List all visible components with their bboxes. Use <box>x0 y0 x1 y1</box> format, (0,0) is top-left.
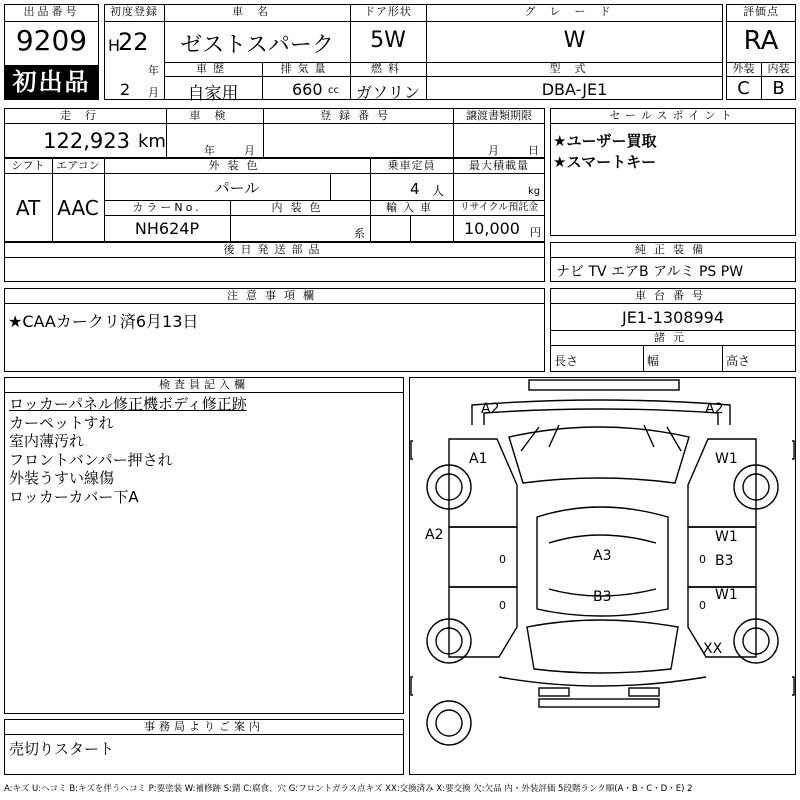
model-code: DBA-JE1 <box>541 80 608 99</box>
chassis-number: JE1-1308994 <box>621 308 725 327</box>
lot-number-header: 出品番号 <box>23 5 80 18</box>
recycle-unit: 円 <box>530 226 541 239</box>
door-type: 5W <box>370 28 406 53</box>
displacement-unit: cc <box>328 85 339 96</box>
vehicle-history: 自家用 <box>187 84 239 104</box>
mark-roof: A3 <box>593 548 612 564</box>
car-diagram <box>409 377 796 775</box>
spec-height-label: 高さ <box>726 354 751 368</box>
color-number: NH624P <box>134 219 200 238</box>
ac-header: エアコン <box>56 159 100 172</box>
grade-header: グレード <box>524 5 625 18</box>
recycle-header: リサイクル預託金 <box>459 202 539 213</box>
inspection-header: 車検 <box>189 109 240 122</box>
notes-header: 注意事項欄 <box>227 289 322 302</box>
spec-width-label: 幅 <box>647 354 660 368</box>
int-color-unit: 系 <box>354 227 365 240</box>
import-header: 輸入車 <box>386 201 437 214</box>
door-header: ドア形状 <box>364 5 412 18</box>
era: H <box>108 36 121 55</box>
inspector-note: フロントバンパー押され <box>9 450 173 469</box>
inspector-note: 外装うすい線傷 <box>9 469 115 487</box>
first-listing-badge: 初出品 <box>5 65 98 99</box>
recycle-fee: 10,000 <box>464 219 520 238</box>
genuine-equipment-header: 純正装備 <box>635 243 711 256</box>
inspector-header: 検査員記入欄 <box>159 378 249 391</box>
office-header: 事務局よりご案内 <box>144 720 264 733</box>
displacement-header: 排気量 <box>280 62 332 75</box>
office-message: 売切りスタート <box>9 740 115 758</box>
color-no-header: カラーNo. <box>132 201 202 214</box>
exterior-color: パール <box>214 179 260 197</box>
sales-point-2: ★スマートキー <box>553 153 657 171</box>
overall-score: RA <box>743 26 779 56</box>
inspector-note: ロッカーカバー下A <box>9 487 139 506</box>
ext-color-header: 外装色 <box>208 159 266 172</box>
mark-zero: 0 <box>699 553 706 566</box>
max-load-unit: kg <box>528 186 541 197</box>
grade: W <box>563 28 586 53</box>
mileage: 122,923 <box>43 129 130 153</box>
air-conditioner: AAC <box>57 196 99 220</box>
fuel-header: 燃料 <box>371 62 405 75</box>
mark-front-left: A2 <box>481 401 500 417</box>
sales-point-header: セールスポイント <box>609 109 737 122</box>
month: 2 <box>120 80 131 99</box>
exterior-score: C <box>737 78 750 99</box>
mileage-header: 走行 <box>60 109 110 122</box>
max-load-header: 最大積載量 <box>469 159 529 172</box>
genuine-equipment: ナビ TV エアB アルミ PS PW <box>556 264 744 280</box>
mark-rear-roof: B3 <box>593 589 612 605</box>
int-color-header: 内装色 <box>271 201 329 214</box>
interior-score: B <box>772 78 785 99</box>
inspector-note: 室内薄汚れ <box>9 432 85 450</box>
mark-front-fender-left: A1 <box>469 451 488 467</box>
mark-zero: 0 <box>699 599 706 612</box>
transfer-doc-header: 譲渡書類期限 <box>466 109 532 122</box>
shift-header: シフト <box>11 159 45 172</box>
sales-point-1: ★ユーザー買取 <box>553 132 657 150</box>
mark-front-fender-right: W1 <box>715 451 738 467</box>
transfer-month-unit: 月 <box>488 144 499 157</box>
score-header: 評価点 <box>743 5 779 18</box>
notes-text: ★CAAカークリ済6月13日 <box>8 312 199 331</box>
inspector-notes-list <box>9 395 399 506</box>
year: 22 <box>118 28 149 56</box>
interior-header: 内装 <box>767 62 790 75</box>
capacity: 4 <box>410 180 420 198</box>
lot-number: 9209 <box>15 24 88 57</box>
model-header: 型式 <box>549 62 600 75</box>
later-parts-header: 後日発送部品 <box>223 243 326 256</box>
year-unit: 年 <box>148 64 159 77</box>
displacement: 660 <box>292 80 323 99</box>
first-registration-header: 初度登録 <box>110 5 158 18</box>
inspection-year-unit: 年 <box>204 144 215 157</box>
month-unit: 月 <box>148 86 159 99</box>
sales-point-box <box>550 108 796 236</box>
legend: A:キズ U:ヘコミ B:キズを伴うヘコミ P:要塗装 W:補修跡 S:錆 C:腐食、穴 G:フロントガラス点キズ XX:交換済み X:要交換 欠:欠品 内・外装評価 5段階ランク順(A・B・C・D・E) 2 <box>4 784 693 794</box>
mark-front-right: A2 <box>705 401 724 417</box>
inspector-note: ロッカーパネル修正機ボディ修正跡 <box>9 395 247 413</box>
mark-roof-right: B3 <box>715 553 734 569</box>
spec-length-label: 長さ <box>554 354 579 368</box>
exterior-header: 外装 <box>732 62 755 75</box>
fuel: ガソリン <box>355 83 420 102</box>
shift: AT <box>15 196 41 220</box>
history-header: 車歴 <box>196 62 230 75</box>
inspector-note: カーペットすれ <box>9 413 114 432</box>
specs-header: 諸元 <box>654 331 692 344</box>
mark-zero: 0 <box>499 553 506 566</box>
capacity-unit: 人 <box>432 184 445 198</box>
mark-zero: 0 <box>499 599 506 612</box>
mark-rear-quarter-right: XX <box>703 641 723 657</box>
mark-front-door-left: A2 <box>425 527 444 543</box>
mark-rear-door-right: W1 <box>715 587 738 603</box>
transfer-day-unit: 日 <box>528 144 539 157</box>
mileage-unit: km <box>138 131 166 152</box>
mark-front-door-right: W1 <box>715 529 738 545</box>
inspection-month-unit: 月 <box>244 144 255 157</box>
car-name: ゼストスパーク <box>180 33 334 58</box>
car-name-header: 車名 <box>232 5 282 18</box>
chassis-header: 車台番号 <box>635 289 711 302</box>
capacity-header: 乗車定員 <box>387 159 436 172</box>
reg-number-header: 登録番号 <box>320 109 396 122</box>
